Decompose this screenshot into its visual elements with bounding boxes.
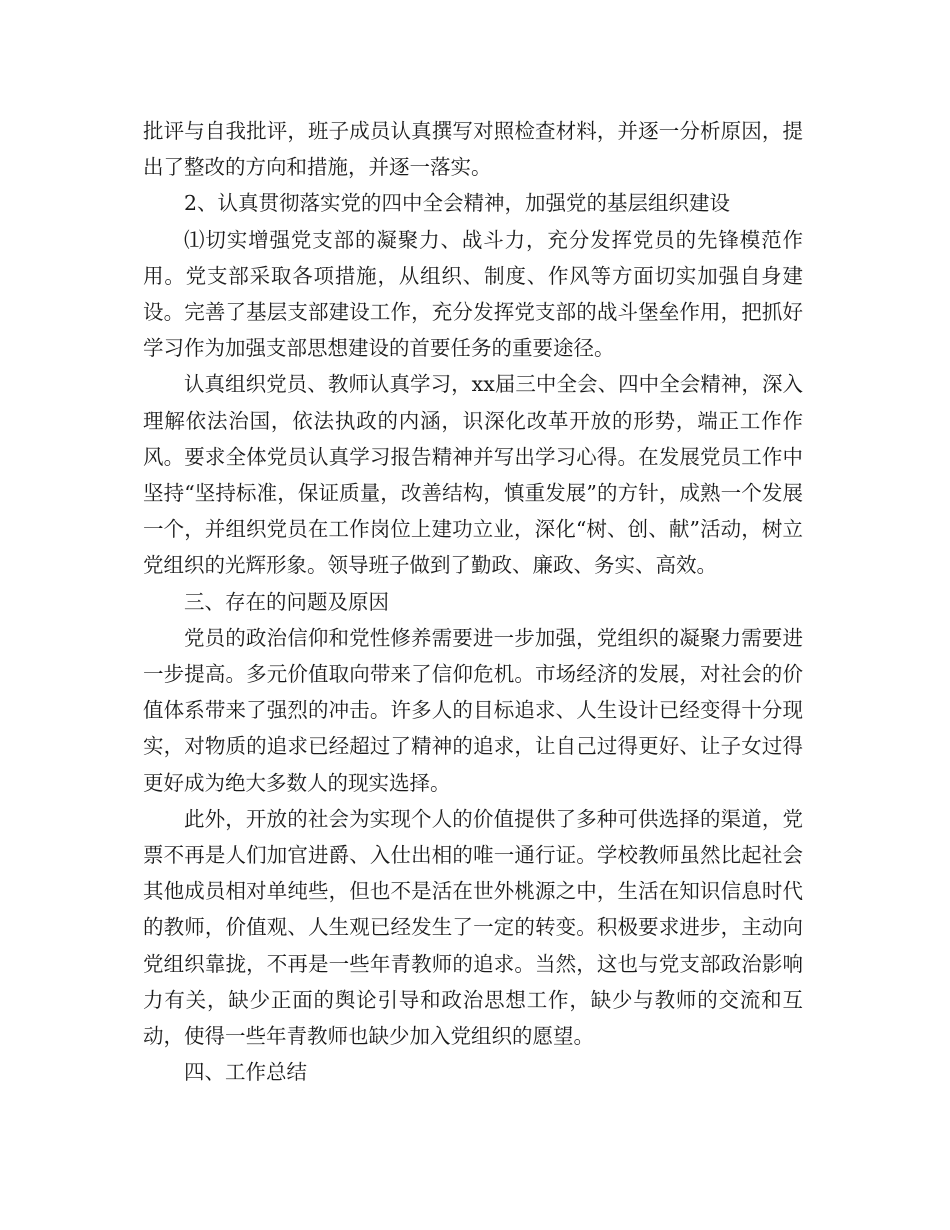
paragraph-open-society: 此外，开放的社会为实现个人的价值提供了多种可供选择的渠道，党票不再是人们加官进爵、入仕出相的唯一通行证。学校教师虽然比起社会其他成员相对单纯些，但也不是活在世外桃源之中，生活在知识信息时代的教师，价值观、人生观已经发生了一定的转变。积极要求进步，主动向党组织靠拢，不再是一些年青教师的追求。当然，这也与党支部政治影响力有关，缺少正面的舆论引导和政治思想工作，缺少与教师的交流和互动，使得一些年青教师也缺少加入党组织的愿望。 — [143, 806, 803, 1049]
section-heading-2: 2、认真贯彻落实党的四中全会精神，加强党的基层组织建设 — [184, 191, 731, 216]
section-heading-problems: 三、存在的问题及原因 — [184, 589, 389, 614]
paragraph-study: 认真组织党员、教师认真学习，xx届三中全会、四中全会精神，深入理解依法治国，依法执政的内涵，识深化改革开放的形势，端正工作作风。要求全体党员认真学习报告精神并写出学习心得。在发展党员工作中坚持“坚持标准，保证质量，改善结构，慎重发展”的方针，成熟一个发展一个，并组织党员在工作岗位上建功立业，深化“树、创、献”活动，树立党组织的光辉形象。领导班子做到了勤政、廉政、务实、高效。 — [143, 372, 803, 578]
section-heading-summary: 四、工作总结 — [184, 1060, 307, 1085]
paragraph-continuation: 批评与自我批评，班子成员认真撰写对照检查材料，并逐一分析原因，提出了整改的方向和措施，并逐一落实。 — [143, 119, 803, 180]
paragraph-party-branch: ⑴切实增强党支部的凝聚力、战斗力，充分发挥党员的先锋模范作用。党支部采取各项措施，从组织、制度、作风等方面切实加强自身建设。完善了基层支部建设工作，充分发挥党支部的战斗堡垒作用，把抓好学习作为加强支部思想建设的首要任务的重要途径。 — [143, 227, 803, 361]
document-body — [143, 113, 803, 1090]
paragraph-beliefs: 党员的政治信仰和党性修养需要进一步加强，党组织的凝聚力需要进一步提高。多元价值取向带来了信仰危机。市场经济的发展，对社会的价值体系带来了强烈的冲击。许多人的目标追求、人生设计已经变得十分现实，对物质的追求已经超过了精神的追求，让自己过得更好、让子女过得更好成为绝大多数人的现实选择。 — [143, 625, 803, 795]
